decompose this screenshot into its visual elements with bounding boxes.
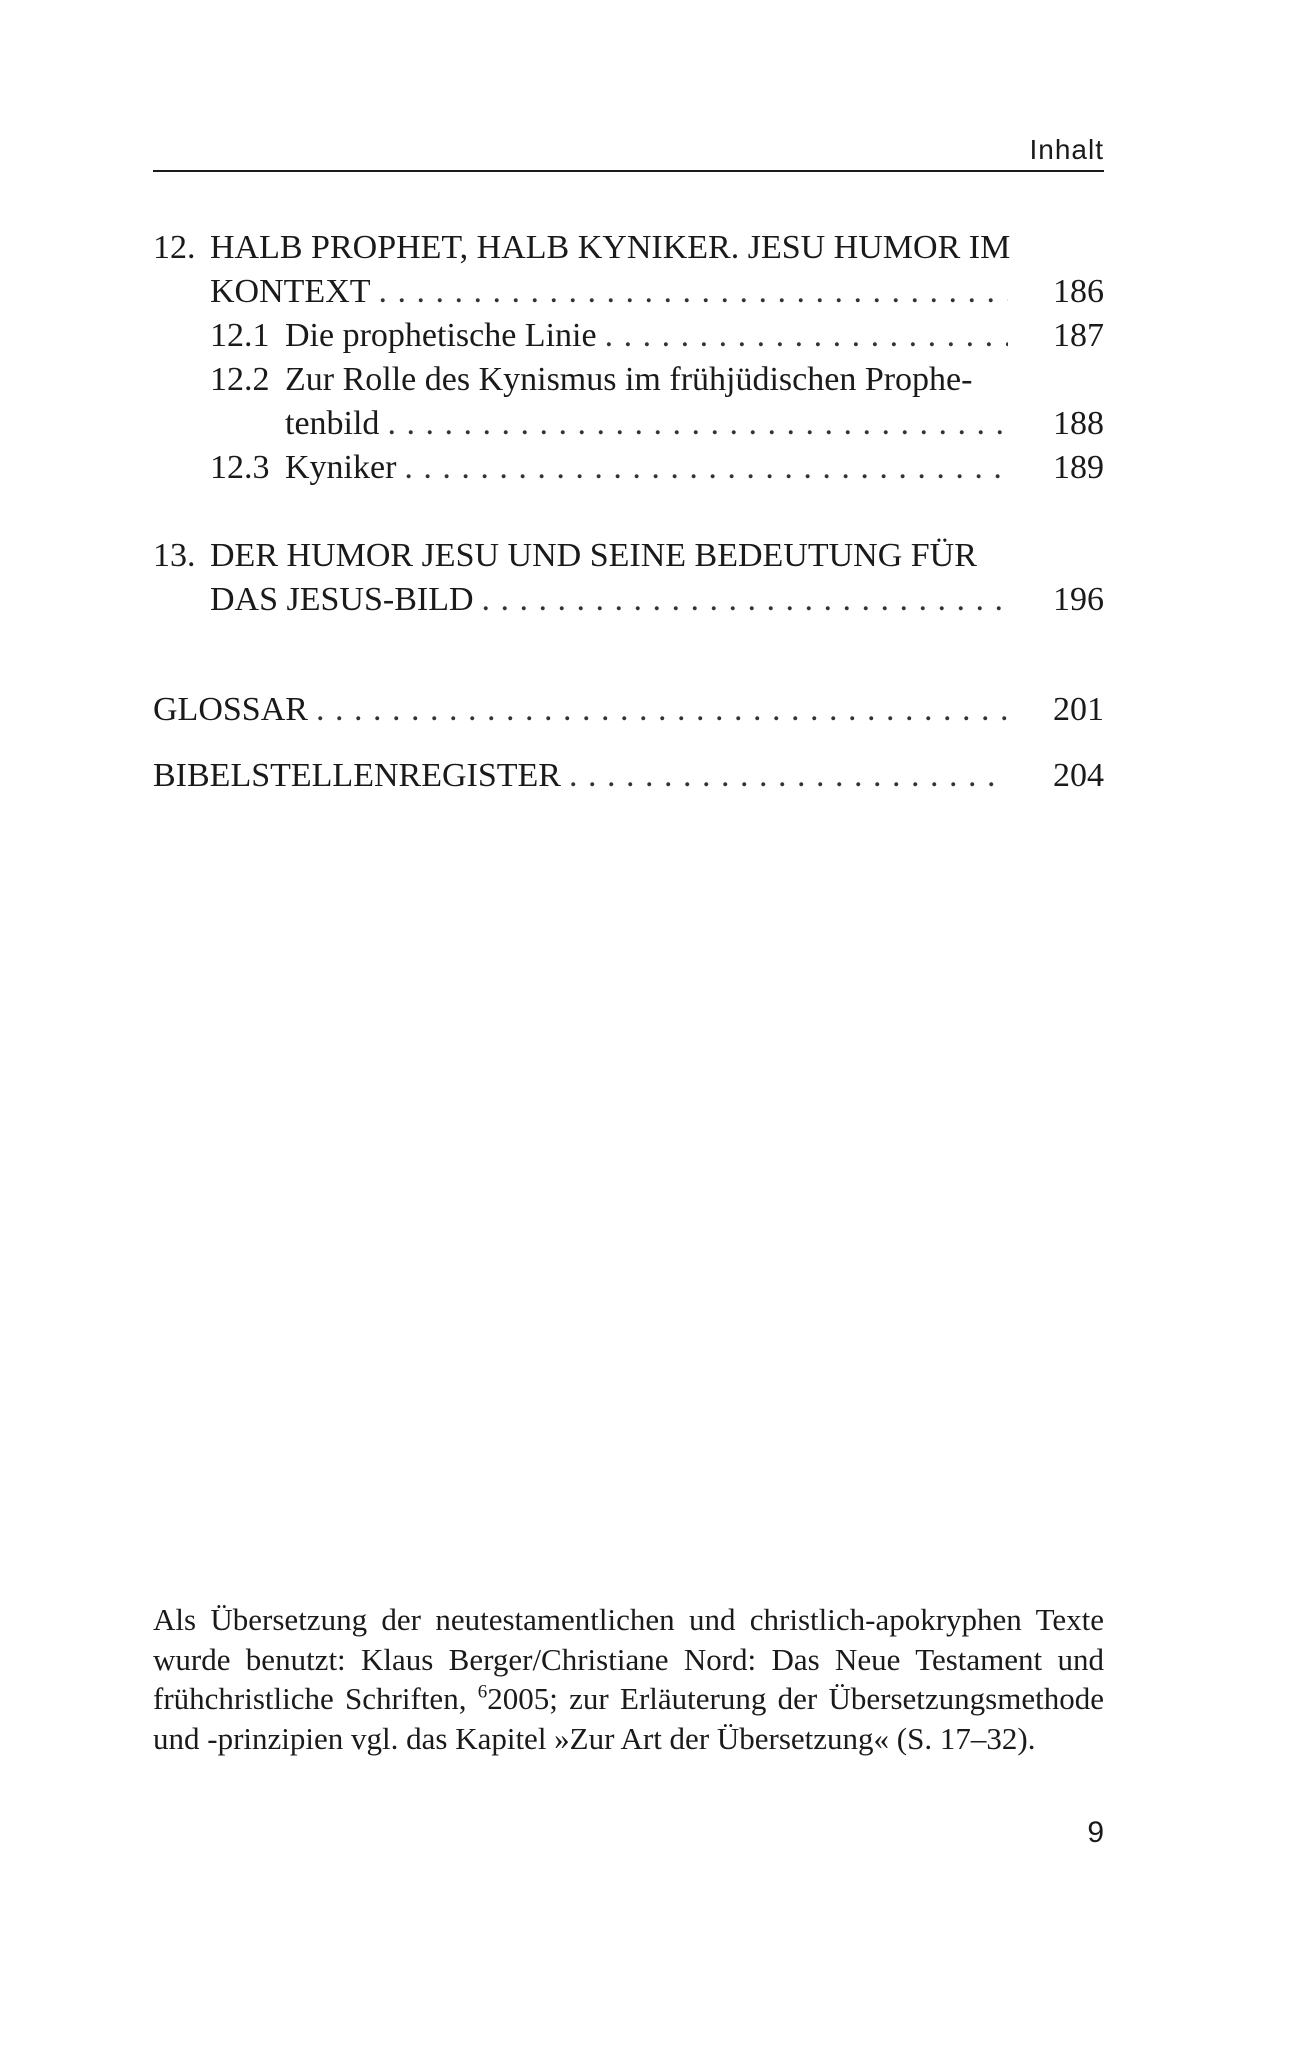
toc-title: HALB PROPHET, HALB KYNIKER. JESU HUMOR IM	[210, 229, 1011, 266]
note-line: wurde benutzt: Klaus Berger/Christiane Nord: Das Neue Testament und	[153, 1641, 1104, 1677]
toc-number: 12.2	[210, 361, 270, 398]
toc-title-continued: tenbild	[285, 405, 380, 442]
toc-entry-12-2-continued[interactable]	[153, 402, 1104, 446]
edition-superscript: 6	[477, 1681, 488, 1703]
toc-number: 12.	[153, 229, 196, 266]
toc-entry-12[interactable]	[153, 226, 1104, 270]
page-number: 9	[1087, 1816, 1104, 1849]
translation-note	[153, 1600, 1104, 1758]
note-text: frühchristliche Schriften,	[153, 1681, 478, 1716]
toc-entry-12-continued[interactable]	[153, 270, 1104, 314]
note-text: 2005; zur Erläuterung der Übersetzungsmethode	[487, 1681, 1104, 1716]
toc-number: 13.	[153, 537, 196, 574]
toc-entry-12-1[interactable]	[153, 314, 1104, 358]
toc-number: 12.1	[210, 317, 270, 354]
dot-leader	[482, 578, 1008, 622]
running-head: Inhalt	[1029, 134, 1104, 165]
toc-entry-13-continued[interactable]	[153, 578, 1104, 622]
dot-leader	[605, 314, 1008, 358]
toc-entry-glossar[interactable]	[153, 688, 1104, 732]
note-line: Als Übersetzung der neutestamentlichen und christlich-apokryphen Texte	[153, 1602, 1104, 1637]
toc-page-number: 187	[1053, 317, 1104, 354]
toc-title: BIBELSTELLENREGISTER	[153, 757, 561, 794]
dot-leader	[404, 446, 1008, 490]
toc-page-number: 189	[1053, 449, 1104, 486]
toc-entry-12-3[interactable]	[153, 446, 1104, 490]
header-rule	[153, 170, 1104, 172]
toc-entry-register[interactable]	[153, 754, 1104, 798]
toc-title: Die prophetische Linie	[285, 317, 597, 354]
note-line	[153, 1679, 1104, 1719]
toc-number: 12.3	[210, 449, 270, 486]
toc-title: GLOSSAR	[153, 691, 308, 728]
toc-page-number: 188	[1053, 405, 1104, 442]
toc-page-number: 186	[1053, 273, 1104, 310]
dot-leader	[387, 402, 1008, 446]
table-of-contents	[153, 226, 1104, 798]
dot-leader	[379, 270, 1008, 314]
dot-leader	[316, 688, 1008, 732]
toc-entry-13[interactable]	[153, 534, 1104, 578]
toc-title: Kyniker	[285, 449, 397, 486]
toc-title: DER HUMOR JESU UND SEINE BEDEUTUNG FÜR	[210, 537, 977, 574]
toc-entry-12-2[interactable]	[153, 358, 1104, 402]
toc-title-continued: DAS JESUS-BILD	[210, 581, 474, 618]
toc-page-number: 204	[1053, 757, 1104, 794]
toc-title: Zur Rolle des Kynismus im frühjüdischen Prophe-	[285, 361, 973, 398]
toc-page-number: 196	[1053, 581, 1104, 618]
toc-page-number: 201	[1053, 691, 1104, 728]
note-line: und -prinzipien vgl. das Kapitel »Zur Art der Übersetzung« (S. 17–32).	[153, 1720, 1036, 1756]
dot-leader	[569, 754, 1008, 798]
toc-title-continued: KONTEXT	[210, 273, 371, 310]
